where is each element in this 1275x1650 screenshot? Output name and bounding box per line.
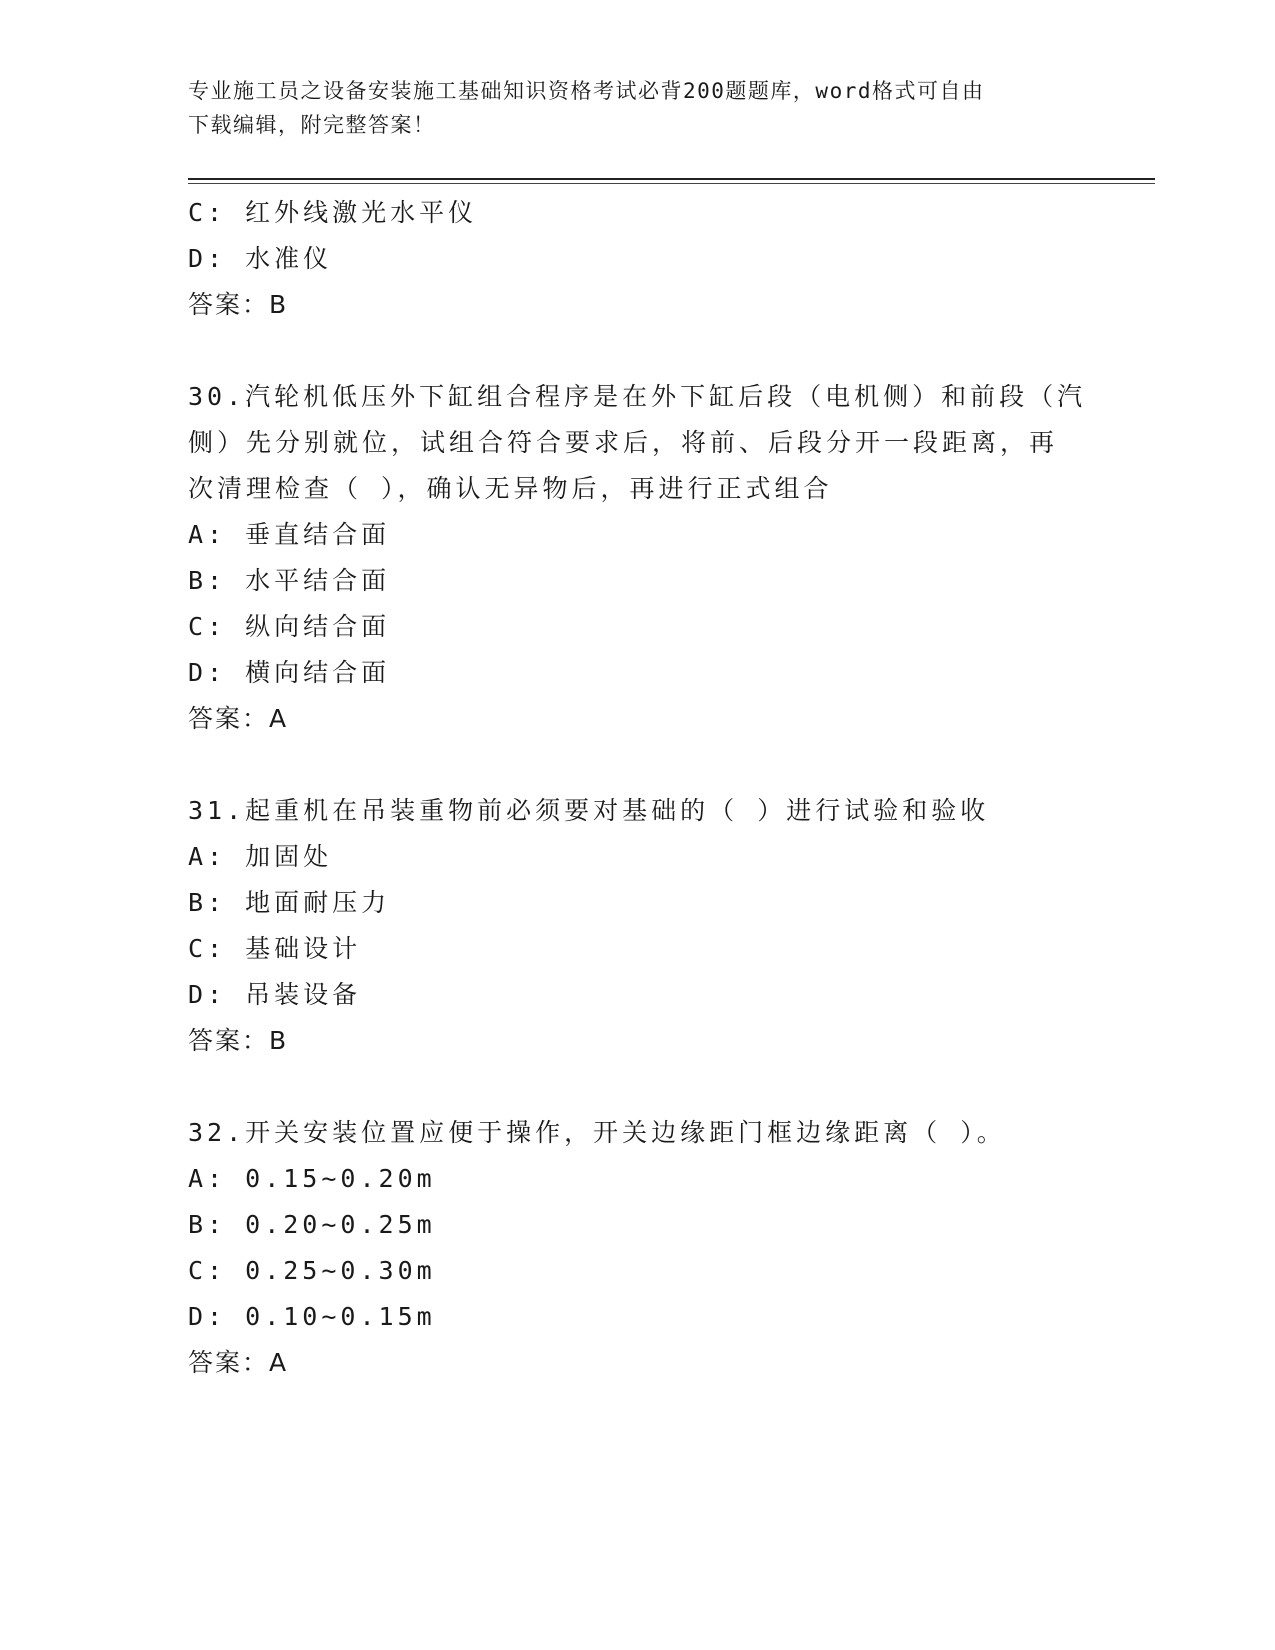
header-divider-thick: [188, 178, 1155, 180]
question-29-continued: [188, 190, 1088, 328]
question-stem-line: 32.开关安装位置应便于操作，开关边缘距门框边缘距离（ ）。: [188, 1118, 1006, 1147]
question-stem-line: 30.汽轮机低压外下缸组合程序是在外下缸后段（电机侧）和前段（汽: [188, 382, 1087, 411]
spacer: [188, 328, 1088, 374]
question-stem-line: 次清理检查（ ），确认无异物后，再进行正式组合: [188, 474, 833, 503]
answer-line: 答案：B: [188, 290, 289, 319]
option-a: A: 加固处: [188, 842, 333, 871]
header-line-2: 下载编辑，附完整答案！: [188, 113, 436, 137]
question-30: [188, 374, 1088, 742]
option-b: B: 水平结合面: [188, 566, 391, 595]
question-stem-line: 31.起重机在吊装重物前必须要对基础的（ ）进行试验和验收: [188, 796, 990, 825]
header-line-1: 专业施工员之设备安装施工基础知识资格考试必背200题题库，word格式可自由: [188, 79, 985, 103]
spacer: [188, 1064, 1088, 1110]
answer-line: 答案：B: [188, 1026, 289, 1055]
answer-line: 答案：A: [188, 1348, 289, 1377]
answer-line: 答案：A: [188, 704, 289, 733]
header-divider-thin: [188, 183, 1155, 184]
option-d: D: 0.10~0.15m: [188, 1302, 436, 1331]
option-d: D: 水准仪: [188, 244, 333, 273]
document-header: [188, 74, 1088, 142]
option-c: C: 基础设计: [188, 934, 362, 963]
option-b: B: 地面耐压力: [188, 888, 391, 917]
option-c: C: 纵向结合面: [188, 612, 391, 641]
option-b: B: 0.20~0.25m: [188, 1210, 436, 1239]
spacer: [188, 742, 1088, 788]
option-a: A: 垂直结合面: [188, 520, 391, 549]
option-d: D: 吊装设备: [188, 980, 362, 1009]
option-c: C: 红外线激光水平仪: [188, 198, 478, 227]
document-body: [188, 190, 1088, 1386]
option-d: D: 横向结合面: [188, 658, 391, 687]
question-31: [188, 788, 1088, 1064]
question-32: [188, 1110, 1088, 1386]
question-stem-line: 侧）先分别就位，试组合符合要求后，将前、后段分开一段距离，再: [188, 428, 1059, 457]
option-a: A: 0.15~0.20m: [188, 1164, 436, 1193]
option-c: C: 0.25~0.30m: [188, 1256, 436, 1285]
